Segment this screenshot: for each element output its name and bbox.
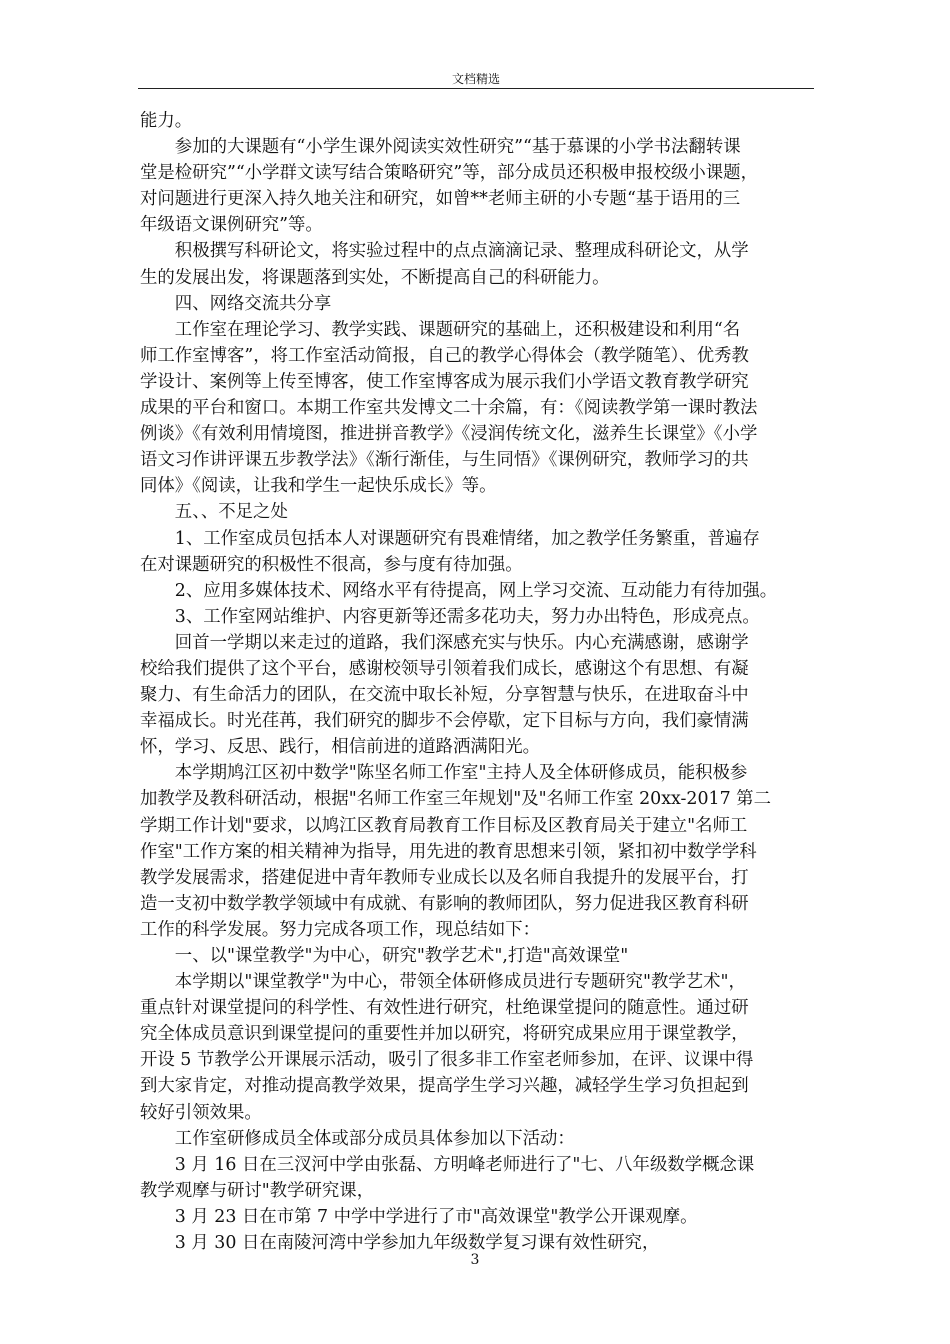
text-line: 重点针对课堂提问的科学性、有效性进行研究，杜绝课堂提问的随意性。通过研 <box>140 998 749 1019</box>
section-heading: 四、网络交流共分享 <box>174 293 332 314</box>
text-line: 成果的平台和窗口。本期工作室共发博文二十余篇，有：《阅读教学第一课时教法 <box>140 398 758 419</box>
text-line: 较好引领效果。 <box>140 1102 262 1123</box>
text-line: 本学期以"课堂教学"为中心，带领全体研修成员进行专题研究"教学艺术"， <box>174 972 746 993</box>
text-line: 工作的科学发展。努力完成各项工作，现总结如下： <box>140 919 540 940</box>
section-heading: 一、以"课堂教学"为中心，研究"教学艺术",打造"高效课堂" <box>174 946 629 966</box>
text-line: 聚力、有生命活力的团队，在交流中取长补短，分享智慧与快乐，在进取奋斗中 <box>140 685 749 706</box>
text-line: 在对课题研究的积极性不很高，参与度有待加强。 <box>140 554 523 575</box>
text-line: 加教学及教科研活动，根据"名师工作室三年规划"及"名师工作室 20xx-2017 第二 <box>140 789 771 810</box>
text-line: 校给我们提供了这个平台，感谢校领导引领着我们成长，感谢这个有思想、有凝 <box>140 658 749 679</box>
text-line: 语文习作讲评课五步教学法》《渐行渐佳，与生同悟》《课例研究，教师学习的共 <box>140 450 749 471</box>
text-line: 对问题进行更深入持久地关注和研究，如曾**老师主研的小专题“基于语用的三 <box>140 189 741 210</box>
text-line: 本学期鸠江区初中数学"陈坚名师工作室"主持人及全体研修成员，能积极参 <box>174 763 748 784</box>
text-line: 能力。 <box>140 111 193 131</box>
text-line: 回首一学期以来走过的道路，我们深感充实与快乐。内心充满感谢，感谢学 <box>174 632 749 653</box>
text-line: 师工作室博客”，将工作室活动简报，自己的教学心得体会（教学随笔）、优秀教 <box>140 345 749 366</box>
text-line: 堂是检研究”“小学群文读写结合策略研究”等，部分成员还积极申报校级小课题， <box>140 163 758 184</box>
document-body <box>140 108 816 1256</box>
text-line: 1、工作室成员包括本人对课题研究有畏难情绪，加之教学任务繁重，普遍存 <box>174 528 760 549</box>
text-line: 开设 5 节教学公开课展示活动，吸引了很多非工作室老师参加，在评、议课中得 <box>140 1050 754 1071</box>
text-line: 2、应用多媒体技术、网络水平有待提高，网上学习交流、互动能力有待加强。 <box>174 580 778 601</box>
text-line: 学期工作计划"要求，以鸠江区教育局教育工作目标及区教育局关于建立"名师工 <box>140 815 748 836</box>
text-line: 3 月 30 日在南陵河湾中学参加九年级数学复习课有效性研究， <box>174 1233 660 1254</box>
text-line: 3、工作室网站维护、内容更新等还需多花功夫，努力办出特色，形成亮点。 <box>174 606 760 627</box>
text-line: 教学发展需求，搭建促进中青年教师专业成长以及名师自我提升的发展平台，打 <box>140 867 749 888</box>
text-line: 造一支初中数学教学领域中有成就、有影响的教师团队，努力促进我区教育科研 <box>140 893 749 914</box>
header-title: 文档精选 <box>451 72 500 86</box>
page-header <box>138 70 814 89</box>
text-line: 作室"工作方案的相关精神为指导，用先进的教育思想来引领，紧扣初中数学学科 <box>140 841 757 862</box>
text-line: 工作室在理论学习、教学实践、课题研究的基础上，还积极建设和利用“名 <box>174 319 741 340</box>
text-line: 生的发展出发，将课题落到实处，不断提高自己的科研能力。 <box>140 267 610 288</box>
text-line: 幸福成长。时光荏苒，我们研究的脚步不会停歇，定下目标与方向，我们豪情满 <box>140 711 749 732</box>
text-line: 怀，学习、反思、践行，相信前进的道路洒满阳光。 <box>140 737 540 758</box>
text-line: 到大家肯定，对推动提高教学效果，提高学生学习兴趣，减轻学生学习负担起到 <box>140 1076 749 1097</box>
text-line: 3 月 23 日在市第 7 中学中学进行了市"高效课堂"教学公开课观摩。 <box>174 1206 698 1227</box>
text-line: 3 月 16 日在三汊河中学由张磊、方明峰老师进行了"七、八年级数学概念课 <box>174 1154 755 1175</box>
section-heading: 五、、不足之处 <box>174 502 288 523</box>
text-line: 年级语文课例研究”等。 <box>140 215 323 236</box>
text-line: 究全体成员意识到课堂提问的重要性并加以研究，将研究成果应用于课堂教学， <box>140 1024 749 1045</box>
text-line: 例谈》《有效利用情境图，推进拼音教学》《浸润传统文化，滋养生长课堂》《小学 <box>140 424 758 445</box>
page-footer <box>0 1251 950 1269</box>
text-line: 同体》《阅读，让我和学生一起快乐成长》等。 <box>140 476 497 497</box>
text-line: 积极撰写科研论文，将实验过程中的点点滴滴记录、整理成科研论文，从学 <box>174 241 749 262</box>
text-line: 工作室研修成员全体或部分成员具体参加以下活动： <box>174 1128 575 1149</box>
text-line: 学设计、案例等上传至博客，使工作室博客成为展示我们小学语文教育教学研究 <box>140 371 749 392</box>
text-line: 教学观摩与研讨"教学研究课， <box>140 1180 375 1201</box>
text-line: 参加的大课题有“小学生课外阅读实效性研究”“基于慕课的小学书法翻转课 <box>174 137 741 158</box>
page-number: 3 <box>470 1252 480 1268</box>
